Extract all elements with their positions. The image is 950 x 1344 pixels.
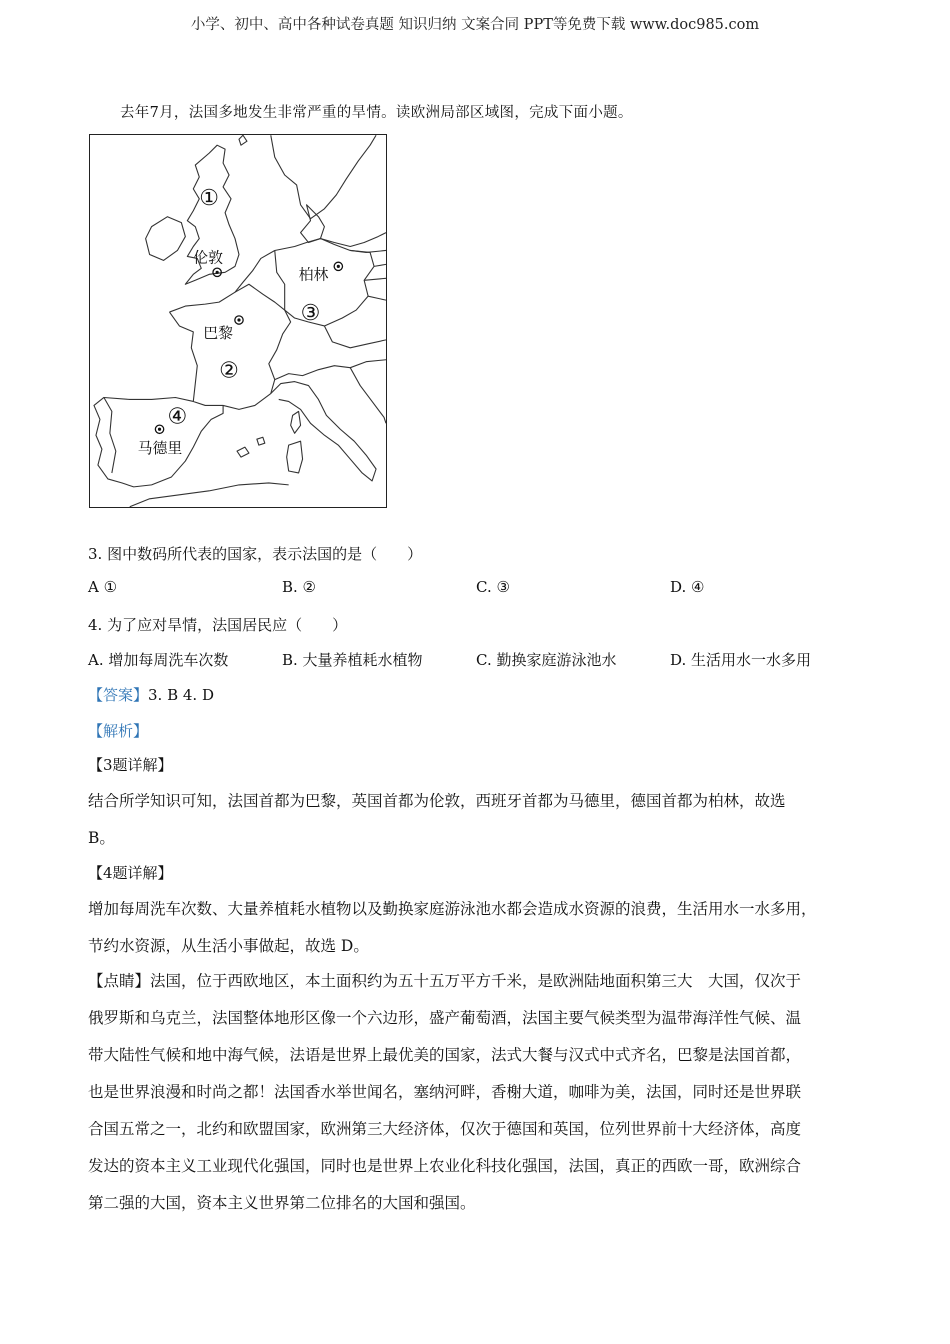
france-border <box>169 284 290 409</box>
baltic-coast <box>320 233 386 247</box>
intro-text: 去年7月，法国多地发生非常严重的旱情。读欧洲局部区域图，完成下面小题。 <box>120 105 633 121</box>
tips-line-1 <box>88 969 801 991</box>
page-header: 小学、初中、高中各种试卷真题 知识归纳 文案合同 PPT等免费下载 www.doc985.com <box>190 17 760 33</box>
map-label-2: ② <box>219 358 239 384</box>
map-label-berlin: 柏林 <box>298 265 329 284</box>
detail4-title: 【4题详解】 <box>88 864 173 882</box>
answer-tag: 【答案】 <box>88 686 149 704</box>
austria-border <box>324 326 386 348</box>
q3-option-b: B. ② <box>282 578 317 596</box>
map-label-1: ① <box>199 185 219 211</box>
q4-option-a: A. 增加每周洗车次数 <box>88 651 229 669</box>
analysis-tag: 【解析】 <box>88 722 149 740</box>
corsica-outline <box>291 411 301 433</box>
detail3-line-2: B。 <box>88 829 115 847</box>
tips-tag: 【点睛】 <box>88 972 151 990</box>
map-label-paris: 巴黎 <box>203 323 233 342</box>
answer-line <box>88 684 214 705</box>
germany-border <box>275 250 374 325</box>
tips-line-4: 也是世界浪漫和时尚之都！法国香水举世闻名，塞纳河畔，香榭大道，咖啡为美，法国，同时还是世界联 <box>88 1083 802 1101</box>
q4-stem: 4. 为了应对旱情，法国居民应（ ） <box>88 616 348 634</box>
q3-option-d: D. ④ <box>670 578 705 596</box>
ireland-outline <box>146 217 186 261</box>
tips-line-2: 俄罗斯和乌克兰，法国整体地形区像一个六边形，盛产葡萄酒，法国主要气候类型为温带海洋性气候、温 <box>88 1009 802 1027</box>
tips-line-5: 合国五常之一，北约和欧盟国家，欧洲第三大经济体，仅次于德国和英国，位列世界前十大经济体，高度 <box>88 1120 802 1138</box>
q4-option-d: D. 生活用水一水多用 <box>670 651 812 669</box>
detail3-title: 【3题详解】 <box>88 756 173 774</box>
map-label-4: ④ <box>167 404 188 430</box>
sardinia-outline <box>287 441 303 473</box>
balearic-islands <box>237 437 265 457</box>
answer-text: 3. B 4. D <box>148 686 214 704</box>
europe-map <box>89 134 387 508</box>
shetland-islands <box>239 135 247 145</box>
q4-option-b: B. 大量养植耗水植物 <box>282 651 423 669</box>
scandinavia-outline <box>271 135 376 218</box>
tips-line-3: 带大陆性气候和地中海气候，法语是世界上最优美的国家，法式大餐与汉式中式齐名，巴黎是法国首都， <box>88 1046 802 1064</box>
detail4-line-2: 节约水资源，从生活小事做起，故选 D。 <box>88 937 369 955</box>
map-label-london: 伦敦 <box>193 248 224 267</box>
tips-line-6: 发达的资本主义工业现代化强国，同时也是世界上农业化科技化强国，法国，真正的西欧一哥，欧洲综合 <box>88 1157 802 1175</box>
map-label-madrid: 马德里 <box>137 439 183 458</box>
north-africa-coast <box>130 483 289 507</box>
balkans-coast <box>350 368 386 424</box>
alps-borders <box>275 360 386 380</box>
q3-option-a: A ① <box>88 578 118 596</box>
map-label-3: ③ <box>300 301 321 327</box>
detail4-line-1: 增加每周洗车次数、大量养植耗水植物以及勤换家庭游泳池水都会造成水资源的浪费，生活用水一水多用， <box>88 900 817 918</box>
italy-outline <box>271 382 376 481</box>
q3-stem: 3. 图中数码所代表的国家，表示法国的是（ ） <box>88 545 423 563</box>
q3-option-c: C. ③ <box>476 578 510 596</box>
tips-line-7: 第二强的大国，资本主义世界第二位排名的大国和强国。 <box>88 1194 476 1212</box>
q4-option-c: C. 勤换家庭游泳池水 <box>476 651 617 669</box>
detail3-line-1: 结合所学知识可知，法国首都为巴黎，英国首都为伦敦，西班牙首都为马德里，德国首都为柏林，故选 <box>88 792 786 810</box>
tips-line-1-text: 法国，位于西欧地区，本土面积约为五十五万平方千米，是欧洲陆地面积第三大 大国，仅次于 <box>150 972 802 990</box>
portugal-border <box>104 397 116 472</box>
